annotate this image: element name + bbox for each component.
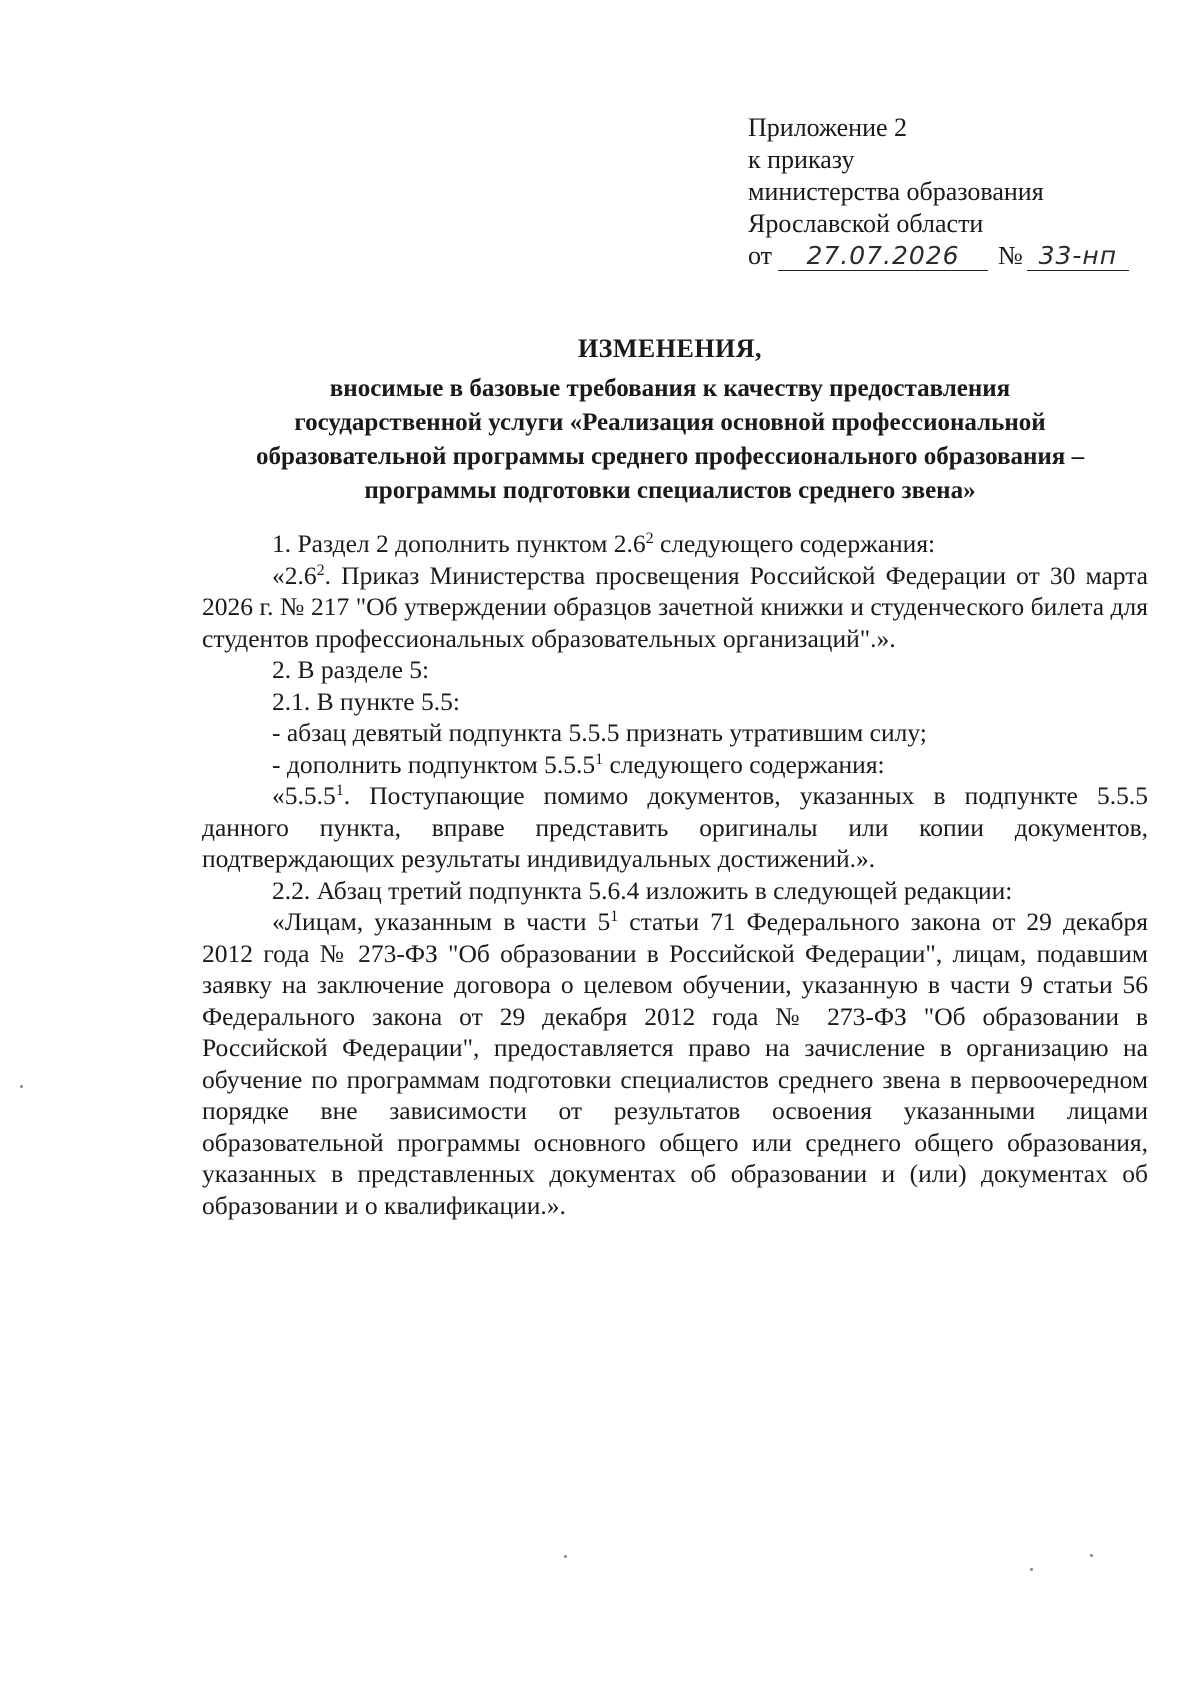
paragraph-1-text-end: следующего содержания: <box>653 529 936 558</box>
subtitle-line-4: программы подготовки специалистов среднего звена» <box>364 477 976 504</box>
paragraph-2-text: «2.6 <box>272 560 317 590</box>
document-title: ИЗМЕНЕНИЯ, <box>577 334 763 363</box>
appendix-line-3: министерства образования <box>748 177 1044 206</box>
paragraph-4: 2.1. В пункте 5.5: <box>272 686 460 716</box>
paragraph-2-superscript: 2 <box>316 561 325 579</box>
paragraph-5: - абзац девятый подпункта 5.5.5 признать утратившим силу; <box>272 718 927 747</box>
order-date-handwritten: 27.07.2026 <box>778 242 988 271</box>
paragraph-3: 2. В разделе 5: <box>272 655 430 684</box>
paragraph-6-text: - дополнить подпунктом 5.5.5 <box>272 749 596 779</box>
paragraph-7-text-end: . Поступающие помимо документов, указанных в подпункте 5.5.5 данного пункта, вправе представить оригиналы или копии документов, подтверждающих результаты индивидуальных достижений.». <box>202 781 1148 873</box>
paragraph-9 <box>202 906 1148 1221</box>
paragraph-1 <box>202 528 1148 560</box>
paragraph-1-superscript: 2 <box>645 530 654 547</box>
scan-speck <box>1090 1554 1093 1557</box>
paragraph-9-text: «Лицам, указанным в части 5 <box>272 907 611 936</box>
paragraph-8: 2.2. Абзац третий подпункта 5.6.4 изложить в следующей редакции: <box>272 875 1013 905</box>
paragraph-7 <box>202 780 1148 875</box>
paragraph-7-superscript: 1 <box>335 782 344 799</box>
paragraph-6-superscript: 1 <box>595 750 604 768</box>
document-title-block <box>200 332 1140 508</box>
subtitle-line-3: образовательной программы среднего профессионального образования – <box>255 443 1085 470</box>
order-date-number-line <box>748 240 1148 274</box>
paragraph-7-text: «5.5.5 <box>272 781 336 810</box>
paragraph-6 <box>202 749 1148 781</box>
paragraph-2-text-end: . Приказ Министерства просвещения Российской Федерации от 30 марта 2026 г. № 217 "Об утверждении образцов зачетной книжки и студенческого билета для студентов профессиональных образовательных организаций".». <box>202 560 1148 653</box>
order-number-handwritten: 33-нп <box>1027 242 1129 271</box>
subtitle-line-2: государственной услуги «Реализация основной профессиональной <box>294 409 1046 436</box>
paragraph-9-superscript: 1 <box>610 908 619 925</box>
document-body <box>202 528 1148 1221</box>
appendix-line-4: Ярославской области <box>748 209 984 238</box>
paragraph-9-text-end: статьи 71 Федерального закона от 29 декабря 2012 года № 273-ФЗ "Об образовании в Российской Федерации", лицам, подавшим заявку на заключение договора о целевом обучении, указанную в части 9 статьи 56 Федерального закона от 29 декабря 2012 года № 273-ФЗ "Об образовании в Российской Федерации", предоставляется право на зачисление в организацию на обучение по программам подготовки специалистов среднего звена в первоочередном порядке вне зависимости от результатов освоения указанными лицами образовательной программы основного общего или среднего общего образования, указанных в представленных документах об образовании и (или) документах об образовании и о квалификации.». <box>202 907 1149 1220</box>
number-label: № <box>998 241 1023 270</box>
appendix-line-2: к приказу <box>748 145 855 174</box>
scan-speck <box>20 1085 23 1088</box>
scan-speck <box>564 1555 567 1558</box>
appendix-line-1: Приложение 2 <box>748 113 908 142</box>
paragraph-2 <box>202 560 1148 655</box>
paragraph-6-text-end: следующего содержания: <box>603 749 885 779</box>
from-label: от <box>748 241 773 270</box>
paragraph-1-text: 1. Раздел 2 дополнить пунктом 2.6 <box>272 529 646 558</box>
scan-speck <box>1030 1568 1033 1571</box>
appendix-header <box>748 112 1148 274</box>
subtitle-line-1: вносимые в базовые требования к качеству предоставления <box>329 375 1011 402</box>
